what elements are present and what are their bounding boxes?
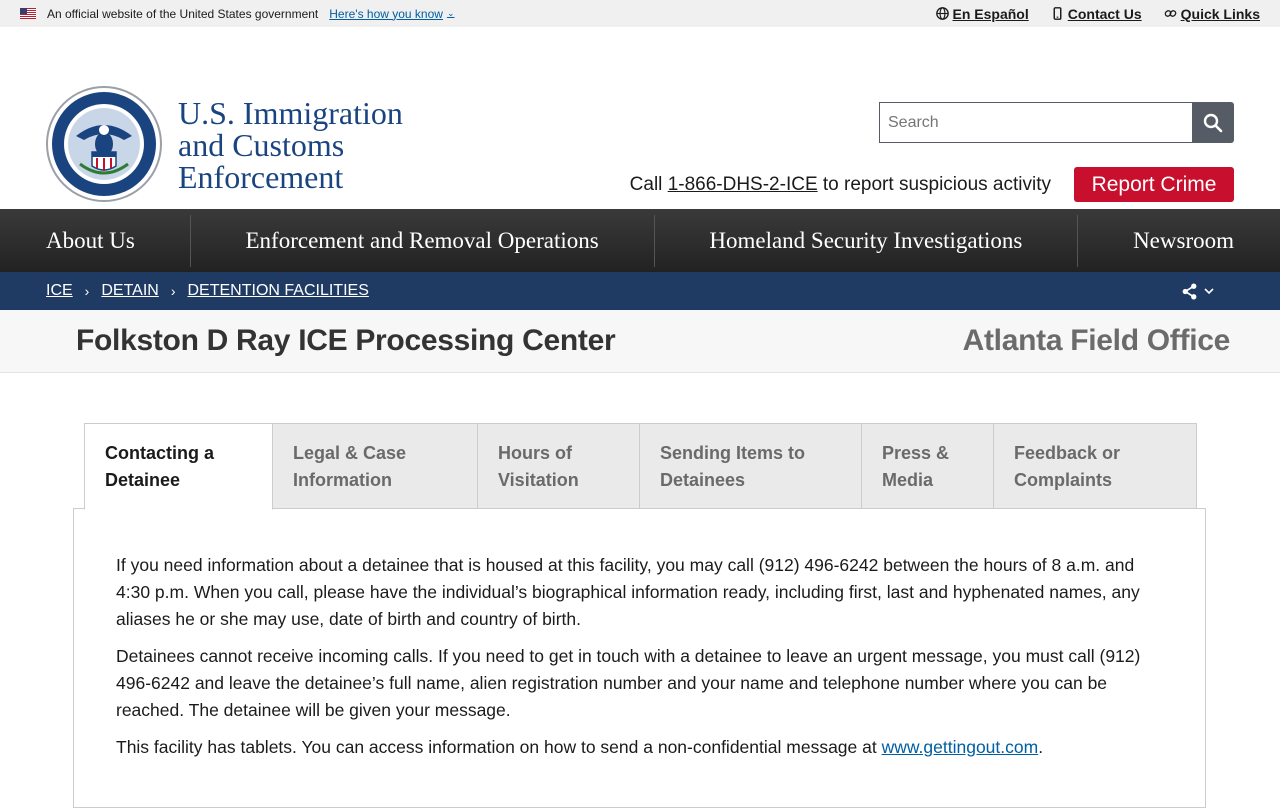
tab-feedback-or-complaints[interactable]: [994, 423, 1197, 509]
page-title-bar: [0, 310, 1280, 373]
tablets-text: This facility has tablets. You can access information on how to send a non-confidential message at: [116, 737, 882, 757]
tab-label-line2: Complaints: [1014, 470, 1113, 490]
agency-name-line2: and Customs: [178, 127, 345, 163]
contact-us-link[interactable]: [1051, 6, 1142, 22]
phone-icon: [1051, 7, 1064, 20]
nav-divider: [1077, 215, 1078, 267]
quick-links-link[interactable]: [1164, 6, 1260, 22]
breadcrumb-detain[interactable]: DETAIN: [101, 282, 159, 299]
breadcrumb-detention-facilities[interactable]: DETENTION FACILITIES: [187, 282, 369, 299]
main-navigation: [0, 209, 1280, 272]
chevron-down-icon: [1204, 286, 1214, 296]
breadcrumb-separator: ›: [84, 283, 90, 299]
tab-label-line2: Visitation: [498, 470, 579, 490]
contact-us-label: Contact Us: [1067, 5, 1142, 22]
report-hotline-text: [630, 174, 1051, 196]
report-crime-button[interactable]: Report Crime: [1074, 167, 1234, 202]
search-icon: [1203, 113, 1223, 133]
gov-banner-text: An official website of the United States government: [47, 6, 319, 21]
tab-label-line1: Sending Items to: [660, 443, 806, 463]
site-header: [0, 27, 1280, 209]
tab-press-media[interactable]: [862, 423, 994, 509]
chevron-down-icon: ⌄: [446, 8, 455, 18]
tab-label-line2: Detainee: [105, 470, 181, 490]
link-icon: [1164, 7, 1177, 20]
incoming-calls-paragraph: Detainees cannot receive incoming calls. If you need to get in touch with a detainee to leave an urgent message, you must call (912) 496-6242 and leave the detainee’s full name, alien registration number and your name and telephone number where you can be reached. The detainee will be given your message.: [116, 646, 1141, 720]
us-flag-icon: [20, 8, 36, 19]
share-icon: [1181, 283, 1198, 300]
facility-tabs: [84, 423, 1197, 509]
tab-label-line1: Contacting a: [105, 443, 215, 463]
tab-legal-case-information[interactable]: [273, 423, 478, 509]
tab-label-line2: Information: [293, 470, 392, 490]
search-form: [879, 102, 1234, 143]
breadcrumb-ice[interactable]: ICE: [46, 282, 73, 299]
nav-divider: [654, 215, 655, 267]
agency-name[interactable]: [178, 97, 403, 193]
heres-how-you-know-link[interactable]: [329, 7, 454, 21]
dhs-seal-logo[interactable]: [46, 86, 162, 202]
agency-name-line1: U.S. Immigration: [178, 95, 403, 131]
breadcrumb-separator: ›: [170, 283, 176, 299]
gov-banner: [0, 0, 1280, 27]
tablets-paragraph: [116, 734, 1163, 761]
tab-label-line1: Press &: [882, 443, 950, 463]
en-espanol-link[interactable]: [936, 6, 1029, 22]
call-suffix: to report suspicious activity: [817, 174, 1051, 195]
breadcrumb: [0, 272, 1280, 310]
nav-newsroom[interactable]: Newsroom: [1133, 227, 1234, 253]
hotline-phone-link[interactable]: 1-866-DHS-2-ICE: [667, 174, 818, 195]
tab-label-line2: Media: [882, 470, 934, 490]
tab-hours-of-visitation[interactable]: [478, 423, 640, 509]
gettingout-link[interactable]: www.gettingout.com: [881, 737, 1039, 757]
tab-panel-contacting-a-detainee: [73, 508, 1206, 808]
nav-homeland-security-investigations[interactable]: Homeland Security Investigations: [709, 227, 1023, 253]
tab-label-line1: Feedback or: [1014, 443, 1121, 463]
nav-divider: [190, 215, 191, 267]
heres-how-you-know-label: Here's how you know: [329, 6, 443, 21]
search-input[interactable]: [879, 102, 1192, 143]
field-office-label: Atlanta Field Office: [962, 324, 1230, 357]
tab-contacting-a-detainee[interactable]: [84, 423, 273, 510]
share-button[interactable]: [1181, 283, 1214, 300]
call-prefix: Call: [629, 174, 668, 195]
search-button[interactable]: [1192, 102, 1234, 143]
tab-label-line1: Legal & Case: [293, 443, 407, 463]
tablets-text-end: .: [1038, 737, 1044, 757]
agency-name-line3: Enforcement: [178, 159, 344, 195]
tab-label-line1: Hours of: [498, 443, 572, 463]
nav-enforcement-removal-operations[interactable]: Enforcement and Removal Operations: [245, 227, 599, 253]
utility-links: [936, 6, 1261, 22]
quick-links-label: Quick Links: [1180, 5, 1260, 22]
page-title: Folkston D Ray ICE Processing Center: [76, 324, 616, 357]
tab-panel-content: [74, 509, 1205, 761]
tab-label-line2: Detainees: [660, 470, 746, 490]
contact-info-paragraph: If you need information about a detainee that is housed at this facility, you may call (912) 496-6242 between the hours of 8 a.m. and 4:30 p.m. When you call, please have the individual’s biographical information ready, including first, last and hyphenated names, any aliases he or she may use, date of birth and country of birth.: [116, 555, 1140, 629]
nav-about-us[interactable]: About Us: [46, 227, 135, 253]
globe-icon: [936, 7, 949, 20]
tab-sending-items-to-detainees[interactable]: [640, 423, 862, 509]
en-espanol-label: En Español: [952, 5, 1029, 22]
